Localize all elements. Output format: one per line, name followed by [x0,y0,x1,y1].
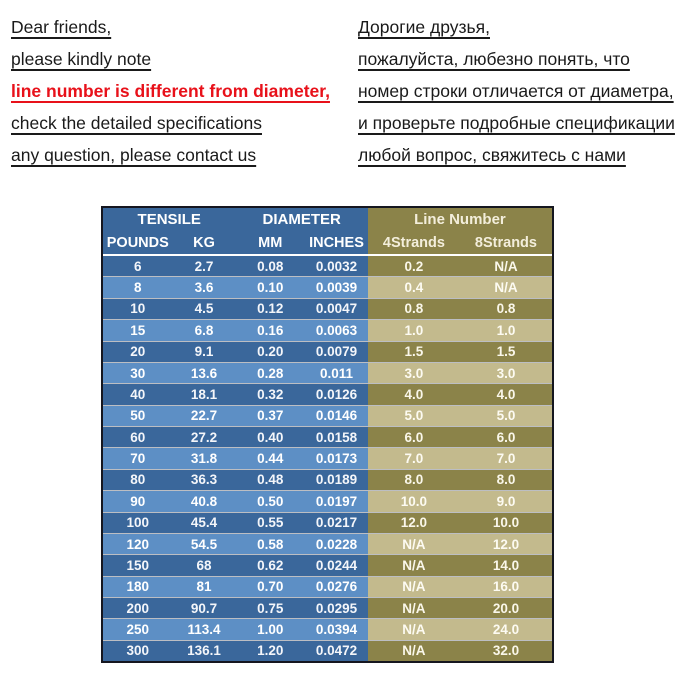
table-cell: 250 [103,619,173,639]
table-cell: 12.0 [368,513,460,533]
table-cell: 300 [103,641,173,661]
table-cell: 20.0 [460,598,552,618]
table-row [103,447,552,468]
table-row [103,319,552,340]
group-header-line-number: Line Number [368,208,552,231]
table-cell: 4.5 [173,299,236,319]
table-cell: 0.0173 [305,448,368,468]
table-row [103,298,552,319]
table-cell: N/A [368,577,460,597]
table-cell: 20 [103,342,173,362]
table-cell: 5.0 [368,406,460,426]
table-cell: 50 [103,406,173,426]
table-row [103,640,552,661]
table-row [103,383,552,404]
table-row [103,426,552,447]
table-cell: 18.1 [173,384,236,404]
table-cell: 3.0 [460,363,552,383]
table-cell: 40 [103,384,173,404]
table-cell: 0.44 [235,448,305,468]
table-cell: 10 [103,299,173,319]
table-row [103,405,552,426]
table-cell: 0.0189 [305,470,368,490]
table-cell: 0.8 [368,299,460,319]
table-row [103,276,552,297]
table-cell: 15 [103,320,173,340]
table-cell: 0.37 [235,406,305,426]
table-cell: 80 [103,470,173,490]
note-line-ru-3: номер строки отличается от диаметра, [358,81,674,101]
note-line-en-5: any question, please contact us [11,145,257,165]
table-cell: 0.0146 [305,406,368,426]
table-cell: 4.0 [460,384,552,404]
group-header-diameter: DIAMETER [235,208,367,231]
table-cell: 0.011 [305,363,368,383]
table-cell: 0.50 [235,491,305,511]
table-cell: 0.75 [235,598,305,618]
table-cell: 22.7 [173,406,236,426]
table-cell: 6.0 [460,427,552,447]
table-cell: 45.4 [173,513,236,533]
table-cell: 12.0 [460,534,552,554]
table-row [103,490,552,511]
table-row [103,576,552,597]
table-cell: 0.70 [235,577,305,597]
table-cell: 0.16 [235,320,305,340]
table-cell: 0.0079 [305,342,368,362]
table-cell: 9.1 [173,342,236,362]
table-cell: N/A [368,641,460,661]
table-row [103,554,552,575]
table-cell: 54.5 [173,534,236,554]
table-cell: 0.0063 [305,320,368,340]
table-cell: 13.6 [173,363,236,383]
column-header-pounds: POUNDS [103,231,173,254]
table-cell: 0.48 [235,470,305,490]
table-row [103,256,552,276]
table-cell: 70 [103,448,173,468]
note-line-ru-2: пожалуйста, любезно понять, что [358,49,630,69]
table-cell: 9.0 [460,491,552,511]
table-row [103,512,552,533]
table-cell: 4.0 [368,384,460,404]
table-cell: 0.0228 [305,534,368,554]
table-cell: 150 [103,555,173,575]
table-cell: 0.0276 [305,577,368,597]
line-spec-table [101,206,554,663]
group-header-tensile: TENSILE [103,208,235,231]
table-cell: 27.2 [173,427,236,447]
table-cell: 0.62 [235,555,305,575]
table-cell: 31.8 [173,448,236,468]
table-cell: 1.0 [460,320,552,340]
table-cell: N/A [368,555,460,575]
table-cell: 200 [103,598,173,618]
column-header-8strands: 8Strands [460,231,552,254]
table-cell: 14.0 [460,555,552,575]
table-cell: N/A [368,598,460,618]
table-cell: 0.40 [235,427,305,447]
table-cell: 0.20 [235,342,305,362]
table-cell: 0.0472 [305,641,368,661]
table-row [103,362,552,383]
column-header-4strands: 4Strands [368,231,460,254]
table-cell: 0.0295 [305,598,368,618]
table-cell: N/A [460,256,552,276]
note-line-en-1: Dear friends, [11,17,112,37]
column-header-mm: MM [235,231,305,254]
table-cell: 10.0 [368,491,460,511]
table-cell: 0.55 [235,513,305,533]
note-line-ru-1: Дорогие друзья, [358,17,490,37]
table-cell: 3.6 [173,277,236,297]
table-cell: 0.0032 [305,256,368,276]
table-cell: 0.0158 [305,427,368,447]
table-cell: 0.58 [235,534,305,554]
table-cell: 0.0197 [305,491,368,511]
table-cell: 1.5 [368,342,460,362]
note-line-en-warning: line number is different from diameter, [11,81,330,101]
table-cell: 100 [103,513,173,533]
note-english [11,12,356,172]
table-cell: 120 [103,534,173,554]
table-cell: 6.0 [368,427,460,447]
table-cell: 0.08 [235,256,305,276]
column-header-inches: INCHES [305,231,368,254]
table-cell: 0.0039 [305,277,368,297]
table-cell: 8.0 [368,470,460,490]
table-cell: 32.0 [460,641,552,661]
note-russian [358,12,693,172]
table-cell: N/A [368,619,460,639]
table-cell: 136.1 [173,641,236,661]
table-cell: 16.0 [460,577,552,597]
table-row [103,533,552,554]
table-cell: 90.7 [173,598,236,618]
table-cell: 0.10 [235,277,305,297]
table-cell: 2.7 [173,256,236,276]
note-line-ru-5: любой вопрос, свяжитесь с нами [358,145,626,165]
table-cell: 5.0 [460,406,552,426]
table-cell: 60 [103,427,173,447]
table-cell: 90 [103,491,173,511]
table-cell: 8 [103,277,173,297]
table-cell: 1.0 [368,320,460,340]
table-cell: 24.0 [460,619,552,639]
table-cell: 40.8 [173,491,236,511]
note-line-en-2: please kindly note [11,49,152,69]
table-cell: 1.20 [235,641,305,661]
table-cell: 1.5 [460,342,552,362]
table-column-header-row [103,231,552,254]
table-cell: 6.8 [173,320,236,340]
table-group-header-row [103,208,552,231]
table-cell: 30 [103,363,173,383]
table-cell: 0.4 [368,277,460,297]
table-row [103,597,552,618]
table-cell: 0.0217 [305,513,368,533]
table-cell: 0.0244 [305,555,368,575]
table-cell: 0.2 [368,256,460,276]
table-cell: 0.32 [235,384,305,404]
note-line-ru-4: и проверьте подробные спецификации [358,113,675,133]
note-line-en-4: check the detailed specifications [11,113,262,133]
column-header-kg: KG [173,231,236,254]
table-cell: 180 [103,577,173,597]
table-cell: N/A [368,534,460,554]
table-cell: 0.0126 [305,384,368,404]
table-cell: 68 [173,555,236,575]
table-cell: 0.12 [235,299,305,319]
table-cell: 7.0 [460,448,552,468]
table-cell: 0.8 [460,299,552,319]
table-body [103,256,552,661]
table-cell: 10.0 [460,513,552,533]
table-cell: 81 [173,577,236,597]
table-cell: 0.0047 [305,299,368,319]
table-cell: 7.0 [368,448,460,468]
table-cell: 3.0 [368,363,460,383]
table-cell: 36.3 [173,470,236,490]
table-cell: 113.4 [173,619,236,639]
table-cell: 1.00 [235,619,305,639]
table-cell: N/A [460,277,552,297]
table-cell: 0.0394 [305,619,368,639]
table-cell: 8.0 [460,470,552,490]
table-row [103,469,552,490]
table-row [103,618,552,639]
table-cell: 6 [103,256,173,276]
table-cell: 0.28 [235,363,305,383]
table-row [103,341,552,362]
